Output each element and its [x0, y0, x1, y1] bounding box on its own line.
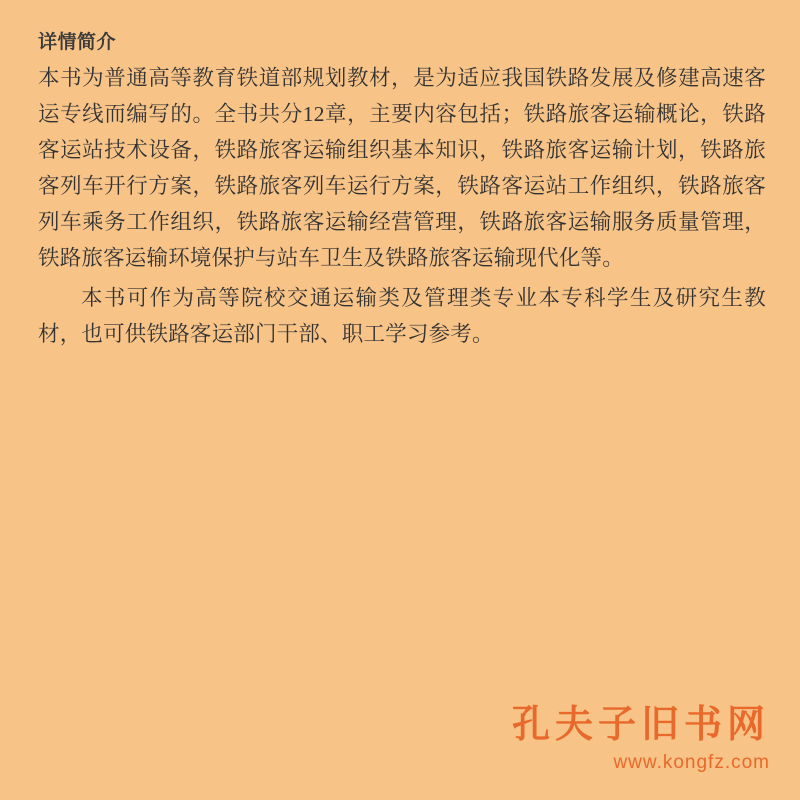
page-title: 详情简介: [38, 32, 117, 53]
watermark: [512, 702, 770, 776]
description-paragraph-1: 本书为普通高等教育铁道部规划教材，是为适应我国铁路发展及修建高速客运专线而编写的。全书共分12章，主要内容包括；铁路旅客运输概论，铁路客运站技术设备，铁路旅客运输组织基本知识，铁路旅客运输计划，铁路旅客列车开行方案，铁路旅客列车运行方案，铁路客运站工作组织，铁路旅客列车乘务工作组织，铁路旅客运输经营管理，铁路旅客运输服务质量管理，铁路旅客运输环境保护与站车卫生及铁路旅客运输现代化等。: [38, 66, 766, 270]
watermark-brand: 孔夫子旧书网: [511, 704, 770, 746]
description-paragraph-2: 本书可作为高等院校交通运输类及管理类专业本专科学生及研究生教材，也可供铁路客运部门干部、职工学习参考。: [38, 286, 766, 346]
watermark-url: www.kongfz.com: [613, 752, 770, 773]
